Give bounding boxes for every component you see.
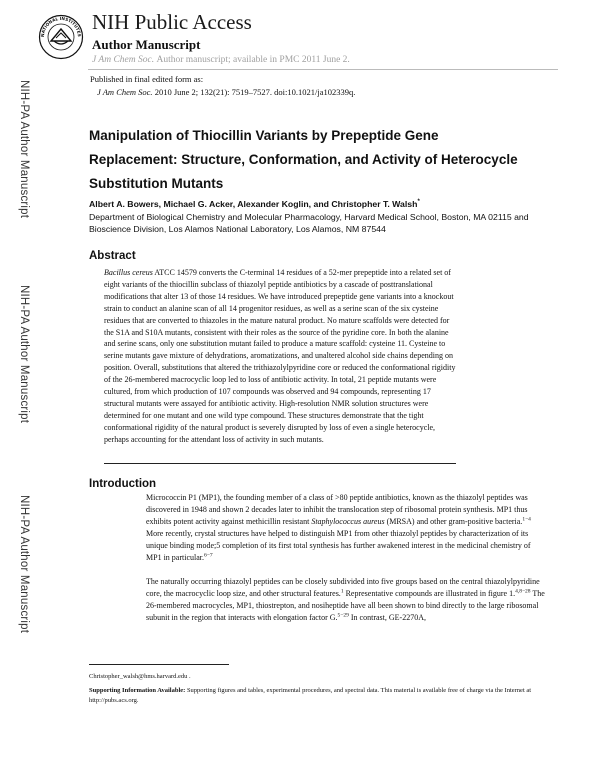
author-names: Albert A. Bowers, Michael G. Acker, Alexander Koglin, and [89,199,332,209]
intro-p1-text-c: More recently, crystal structures have helped to distinguish MP1 from other thiazolyl peptides by characterization of its unique binding mode;5 completion of its first total synthesis has further awakened interest in the medicinal chemistry of MP1 in particular. [146,529,531,562]
supporting-info-label: Supporting Information Available: [89,687,186,694]
supporting-info-text: Supporting figures and tables, experimental procedures, and spectral data. This material is available free of charge via the Internet at http://pubs.acs.org. [89,687,532,704]
footnote-divider [89,664,229,665]
intro-p2-ref-1: 1 [340,588,344,595]
supporting-information-note [89,686,554,705]
nih-public-access-title: NIH Public Access [92,10,252,34]
intro-p2-ref-3: 5−29 [337,612,349,619]
abstract-heading: Abstract [89,250,136,262]
intro-p2-text-c: The 26-membered macrocycles, MP1, thiostrepton, and nosiheptide have all been shown to bind directly to the large ribosomal subunit in the region that interacts with elongation factor G. [146,589,545,622]
correspondence-email: Christopher_walsh@hms.harvard.edu . [89,673,191,680]
intro-p1-organism: Staphylococcus aureus [311,517,385,526]
intro-p2-ref-2: 4,8−28 [515,588,531,595]
side-label-top: NIH-PA Author Manuscript [18,80,30,219]
author-manuscript-label: Author Manuscript [92,37,201,52]
side-label-bottom: NIH-PA Author Manuscript [18,495,30,634]
introduction-heading: Introduction [89,478,157,490]
header-divider [88,69,558,70]
corresponding-mark: * [417,199,420,206]
availability-line [92,55,350,65]
intro-p1-ref-1: 1−4 [522,516,531,523]
intro-paragraph-2 [146,576,546,624]
journal-abbrev: J Am Chem Soc. [92,55,155,65]
availability-text: Author manuscript; available in PMC 2011 June 2. [156,55,350,65]
corresponding-author: Christopher T. Walsh [331,199,418,209]
affiliation: Department of Biological Chemistry and Molecular Pharmacology, Harvard Medical School, Boston, MA 02115 and Bioscience Division, Los Alamos National Laboratory, Los Alamos, NM 87544 [89,212,529,234]
intro-p2-text-a: The naturally occurring thiazolyl peptides can be closely subdivided into five groups based on the central thiazolylpyridine core, the macrocyclic loop size, and other structural features. [146,577,540,598]
intro-p2-text-b: Representative compounds are illustrated in figure 1. [343,589,516,598]
intro-p1-ref-2: 6−7 [204,552,213,559]
publication-details: 2010 June 2; 132(21): 7519–7527. doi:10.1021/ja102339q. [154,87,356,97]
intro-p1-text-a: Micrococcin P1 (MP1), the founding member of a class of >80 peptide antibiotics, known as the thiazolyl peptides was discovered in 1948 and shown 2 decades later to inhibit the translocation step of ribosomal protein synthesis. MP1 thus exhibits potent activity against methicillin resistant [146,493,528,526]
abstract-organism: Bacillus cereus [104,268,153,277]
nih-seal-logo [38,14,84,60]
intro-paragraph-1 [146,492,546,564]
intro-p1-text-b: (MRSA) and other gram-positive bacteria. [384,517,523,526]
publication-citation [97,87,355,97]
svg-text:NATIONAL INSTITUTES OF HEALTH: NATIONAL INSTITUTES [39,15,83,38]
abstract-divider [104,463,456,464]
published-in-label: Published in final edited form as: [90,74,204,84]
side-label-middle: NIH-PA Author Manuscript [18,285,30,424]
abstract-text: ATCC 14579 converts the C-terminal 14 residues of a 52-mer prepeptide into a related set of eight variants of the thiocillin subclass of thiazolyl peptide antibiotics by a cascade of posttranslational modifications that alter 13 of those 14 residues. We have introduced prepeptide gene variants into a knockout strain to conduct an alanine scan of all 14 progenitor residues, as well as a serine scan of the six cysteine residues that are converted to thiazoles in the mature natural product. No mature scaffolds were detected for the S1A and S10A mutants, consistent with their roles as the source of the pyridine core. In both the alanine and serine scans, only one substitution mutant failed to produce a mature scaffold: cysteine 11. Cysteine to serine mutants gave mixture of dehydrations, aromatizations, and unaltered alcohol side chains depending on position. Overall, substitutions that altered the trithiazolylpyridine core or reduced the conformational rigidity of the 26-membered macrocyclic loop led to loss of antibiotic activity. In total, 21 peptide mutants were cultured, from which production of 107 compounds was observed and 94 compounds, representing 17 structural mutants were assayed for antibiotic activity. High-resolution NMR solution structures were determined for one mutant and one wild type compound. These structures demonstrate that the tight conformational rigidity of the natural product is severely disrupted by loss of even a single heterocycle, perhaps accounting for the attendant loss of activity in such mutants. [104,268,456,444]
publication-journal: J Am Chem Soc. [97,87,153,97]
abstract-body [104,267,459,446]
intro-p2-text-d: In contrast, GE-2270A, [348,613,426,622]
author-list [89,198,549,210]
article-title: Manipulation of Thiocillin Variants by Prepeptide Gene Replacement: Structure, Conformation, and Activity of Heterocycle Substitution Mutants [89,128,518,191]
